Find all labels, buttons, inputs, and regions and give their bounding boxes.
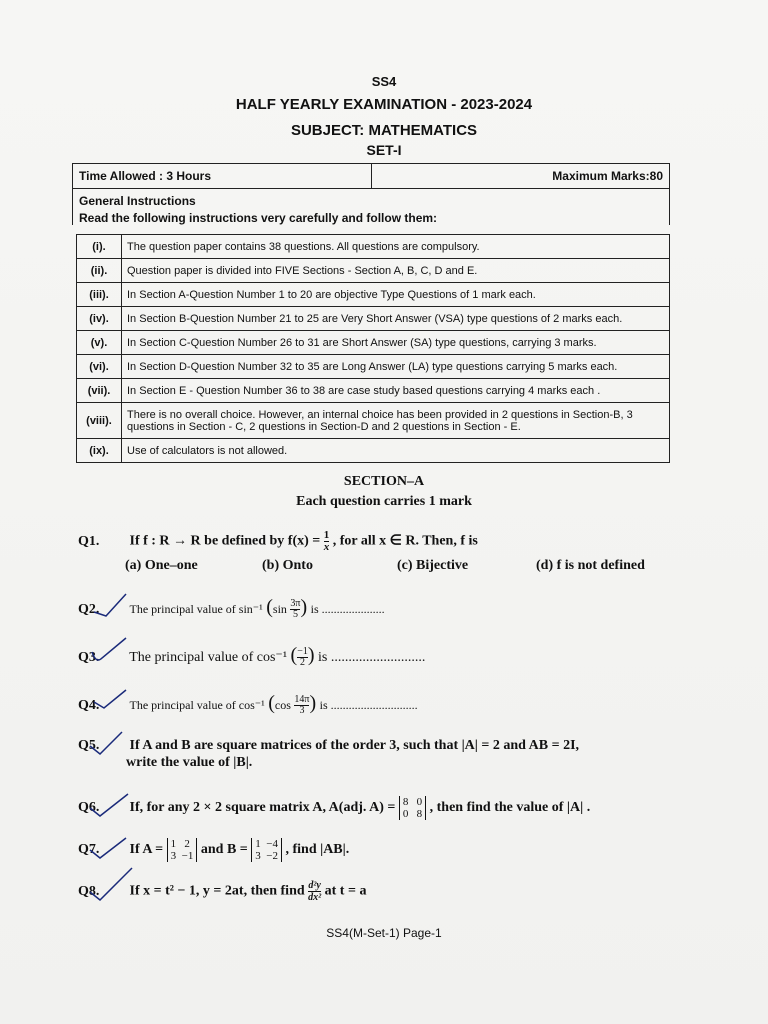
paren-open: ( xyxy=(268,692,275,714)
fraction-numerator: −1 xyxy=(297,646,308,658)
instruction-text: In Section A-Question Number 1 to 20 are objective Type Questions of 1 mark each. xyxy=(122,283,670,307)
set-label: SET-I xyxy=(366,142,402,158)
instructions-box xyxy=(72,163,670,225)
question-4 xyxy=(78,692,418,716)
question-6 xyxy=(78,796,590,820)
fraction-numerator: 14π xyxy=(294,694,310,706)
exam-title: HALF YEARLY EXAMINATION - 2023-2024 xyxy=(235,96,533,113)
instruction-number: (ii). xyxy=(77,259,122,283)
fraction-denominator: x xyxy=(323,541,330,553)
question-text: If A = xyxy=(129,842,167,858)
instruction-text: There is no overall choice. However, an internal choice has been provided in 2 questions in Section-B, 3 questions in Section - C, 2 questions in Section-D and 2 questions in Section - E. xyxy=(122,403,670,439)
matrix-cell: 1 xyxy=(255,838,261,850)
paren-close: ) xyxy=(309,692,317,714)
instruction-number: (ix). xyxy=(77,439,122,463)
matrix-cell: 0 xyxy=(402,808,409,820)
question-text-end: at t = a xyxy=(324,883,367,899)
question-text-end: , find |AB|. xyxy=(285,842,350,858)
handwritten-tick-mark xyxy=(88,792,130,820)
read-instructions-note: Read the following instructions very carefully and follow them: xyxy=(79,211,438,225)
general-instructions-heading: General Instructions xyxy=(79,194,196,208)
function-name: sin⁻¹ xyxy=(238,602,263,616)
option-d: (d) f is not defined xyxy=(536,558,645,573)
instruction-text: In Section B-Question Number 21 to 25 are Very Short Answer (VSA) type questions of 2 marks each. xyxy=(122,307,670,331)
instruction-row xyxy=(77,235,670,259)
option-a: (a) One–one xyxy=(125,558,198,573)
matrix-cell: 8 xyxy=(416,808,423,820)
instructions-table xyxy=(76,234,670,463)
maximum-marks: Maximum Marks:80 xyxy=(552,169,663,183)
cell-divider xyxy=(371,164,372,188)
question-number: Q2. xyxy=(78,602,100,617)
fraction-denominator: 3 xyxy=(299,705,305,717)
fraction-numerator: d²y xyxy=(308,880,321,891)
handwritten-tick-mark xyxy=(88,834,128,862)
question-text: The principal value of xyxy=(129,650,257,665)
question-text: The principal value of xyxy=(129,602,239,616)
instruction-text: In Section D-Question Number 32 to 35 are Long Answer (LA) type questions carrying 5 marks each. xyxy=(122,355,670,379)
paren-close: ) xyxy=(307,644,315,666)
instruction-text: Use of calculators is not allowed. xyxy=(122,439,670,463)
instruction-row xyxy=(77,403,670,439)
paper-code: SS4 xyxy=(371,74,397,89)
question-text: The principal value of xyxy=(129,698,239,712)
matrix-cell: −4 xyxy=(266,838,278,850)
fraction-denominator: 5 xyxy=(292,609,298,621)
question-text-end: , for all x ∈ R. Then, f is xyxy=(332,533,478,549)
instruction-row xyxy=(77,259,670,283)
question-5-line-2 xyxy=(126,755,252,771)
fraction xyxy=(290,599,300,620)
question-text-end: is ............................. xyxy=(319,698,418,712)
question-text: If, for any 2 × 2 square matrix A, A(adj. A) = xyxy=(129,800,399,816)
instruction-row xyxy=(77,355,670,379)
fraction-denominator: 2 xyxy=(300,657,305,669)
matrix-cell: 2 xyxy=(184,838,190,850)
question-text: If f : R → R be defined by f(x) = xyxy=(129,533,324,549)
question-number: Q8. xyxy=(78,883,100,899)
function-name: cos⁻¹ xyxy=(238,698,265,712)
fraction xyxy=(308,880,321,903)
handwritten-tick-mark xyxy=(88,866,134,906)
paren-open: ( xyxy=(266,596,273,618)
matrix-a xyxy=(167,838,198,862)
handwritten-tick-mark xyxy=(88,730,124,758)
instruction-number: (v). xyxy=(77,331,122,355)
matrix-cell: −2 xyxy=(266,850,278,862)
paren-open: ( xyxy=(290,644,298,666)
question-text-end: write the value of |B|. xyxy=(126,755,253,770)
option-b: (b) Onto xyxy=(262,558,313,573)
question-text-end: , then find the value of |A| . xyxy=(429,800,591,816)
function-name: cos⁻¹ xyxy=(256,650,288,665)
instruction-number: (vii). xyxy=(77,379,122,403)
instruction-number: (i). xyxy=(77,235,122,259)
fraction-denominator: dx² xyxy=(308,892,322,903)
section-subtitle: Each question carries 1 mark xyxy=(296,494,472,509)
handwritten-tick-mark xyxy=(92,686,128,712)
matrix-cell: 0 xyxy=(416,796,423,808)
subject-title: SUBJECT: MATHEMATICS xyxy=(290,122,478,139)
instruction-row xyxy=(77,331,670,355)
page-footer: SS4(M-Set-1) Page-1 xyxy=(326,926,442,940)
question-text: If A and B are square matrices of the order 3, such that |A| = 2 and AB = 2I, xyxy=(129,738,580,753)
instruction-row xyxy=(77,283,670,307)
fraction xyxy=(324,530,330,553)
matrix-cell: 1 xyxy=(170,838,177,850)
instruction-row xyxy=(77,379,670,403)
instruction-text: The question paper contains 38 questions. All questions are compulsory. xyxy=(122,235,670,259)
inner-function: cos xyxy=(274,698,291,712)
instruction-number: (iv). xyxy=(77,307,122,331)
question-number: Q7. xyxy=(78,842,100,858)
question-3 xyxy=(78,644,425,668)
paren-close: ) xyxy=(300,596,308,618)
fraction xyxy=(297,647,308,668)
question-1 xyxy=(78,530,478,553)
question-number: Q4. xyxy=(78,698,100,713)
question-text: If x = t² − 1, y = 2at, then find xyxy=(129,883,309,899)
section-title: SECTION–A xyxy=(343,474,425,489)
fraction-numerator: 3π xyxy=(290,598,301,610)
matrix-cell: 3 xyxy=(170,850,177,862)
instruction-text: Question paper is divided into FIVE Sections - Section A, B, C, D and E. xyxy=(122,259,670,283)
instruction-text: In Section E - Question Number 36 to 38 are case study based questions carrying 4 marks each . xyxy=(122,379,670,403)
matrix-cell: −1 xyxy=(181,850,194,862)
fraction-numerator: 1 xyxy=(323,529,330,541)
inner-function: sin xyxy=(272,602,287,616)
option-c: (c) Bijective xyxy=(397,558,469,573)
question-number: Q3. xyxy=(78,650,100,665)
matrix-b xyxy=(251,838,282,862)
question-text-end: is ..................... xyxy=(310,602,385,616)
handwritten-tick-mark xyxy=(88,636,128,666)
instruction-text: In Section C-Question Number 26 to 31 are Short Answer (SA) type questions, carrying 3 marks. xyxy=(122,331,670,355)
time-allowed: Time Allowed : 3 Hours xyxy=(79,169,212,183)
instruction-row xyxy=(77,307,670,331)
question-5 xyxy=(78,738,579,754)
question-text-end: is ........................... xyxy=(318,650,426,665)
question-number: Q6. xyxy=(78,800,100,816)
instruction-number: (vi). xyxy=(77,355,122,379)
question-text-middle: and B = xyxy=(200,842,252,858)
instruction-row xyxy=(77,439,670,463)
matrix-cell: 8 xyxy=(402,796,409,808)
fraction xyxy=(294,695,309,716)
matrix-cell: 3 xyxy=(255,850,261,862)
question-number: Q5. xyxy=(78,738,100,753)
handwritten-tick-mark xyxy=(92,592,128,618)
instruction-number: (viii). xyxy=(77,403,122,439)
matrix xyxy=(399,796,426,820)
time-marks-row xyxy=(73,164,669,189)
question-number: Q1. xyxy=(78,533,100,549)
instruction-number: (iii). xyxy=(77,283,122,307)
